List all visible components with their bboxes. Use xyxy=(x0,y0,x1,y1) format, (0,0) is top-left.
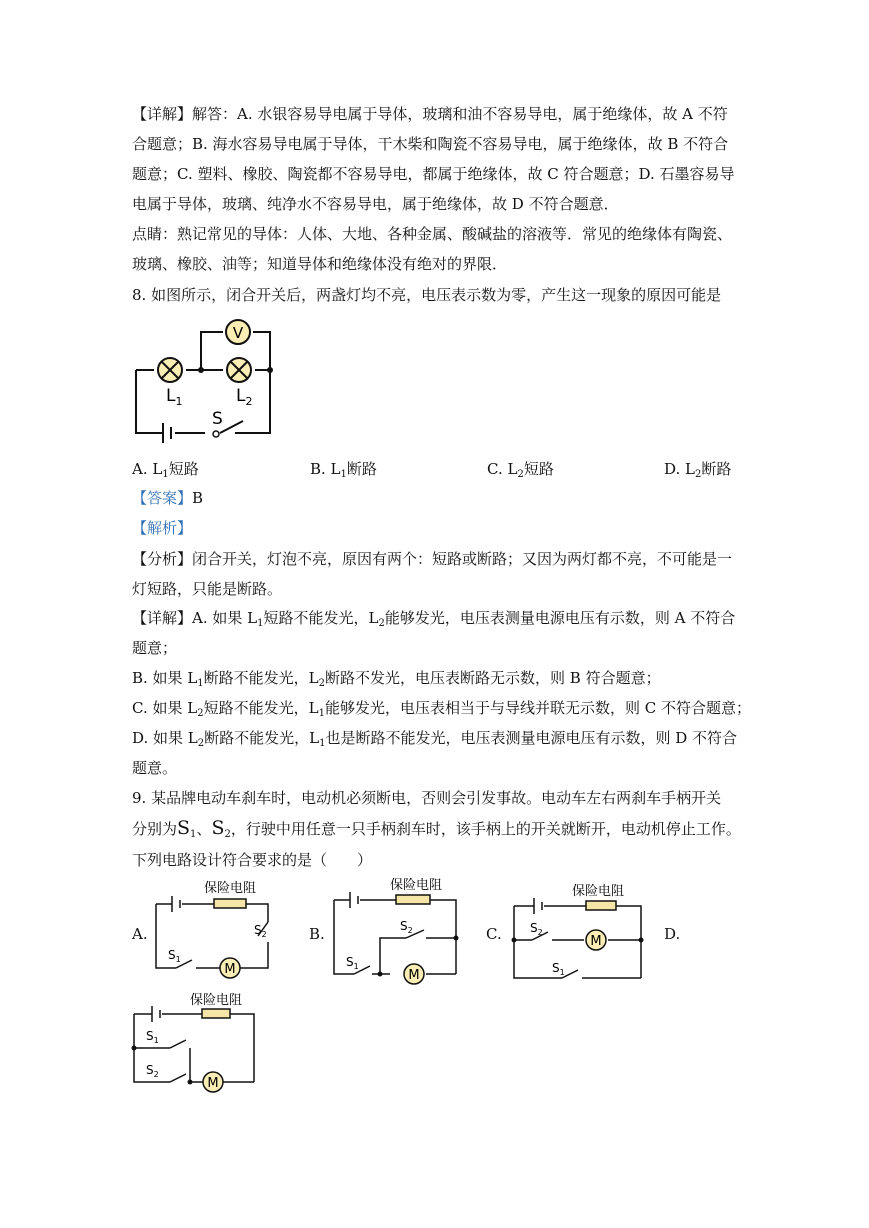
q9-d-s2-label: $S_2$ xyxy=(146,1063,159,1079)
q9-option-d-label[interactable]: D. xyxy=(664,925,681,943)
q8-detail-1-sub1: 1 xyxy=(257,618,264,629)
q8-junction-right xyxy=(267,367,273,373)
q8-option-a[interactable] xyxy=(132,458,199,480)
q8-option-c[interactable] xyxy=(487,458,554,480)
q9-option-a-label[interactable]: A. xyxy=(132,925,148,943)
q9-sep: 、 xyxy=(196,820,212,838)
q8-analysis-line-2: 灯短路，只能是断路。 xyxy=(132,580,283,598)
q9-line2-a: 分别为 xyxy=(132,820,178,838)
q9-a-resistor xyxy=(214,899,246,908)
q9-stem-line-1: 9. 某品牌电动车刹车时，电动机必须断电，否则会引发事故。电动车左右两刹车手柄开关 xyxy=(132,789,722,807)
q8-option-b[interactable] xyxy=(310,458,377,480)
q8-detail-5c: 也是断路不能发光，电压表测量电源电压有示数，则 D 不符合 xyxy=(325,729,738,747)
q9-option-c-label[interactable]: C. xyxy=(486,925,502,943)
q8-lamp-l2-icon xyxy=(227,358,251,382)
q8-detail-line-5 xyxy=(132,728,737,754)
q8-detail-line-1 xyxy=(132,608,735,634)
q8-detail-4-sub2: 1 xyxy=(318,708,325,719)
q7-detail-line-3: 题意；C. 塑料、橡胶、陶瓷都不容易导电，都属于绝缘体，故 C 符合题意；D. 石墨容易导 xyxy=(132,165,735,183)
q9-c-s2-label: $S_2$ xyxy=(530,921,543,937)
q9-a-motor-label: M xyxy=(224,962,236,977)
q9-circuit-d xyxy=(128,992,263,1097)
q8-detail-5-sub1: 2 xyxy=(197,738,205,749)
q8-option-c-sub: 2 xyxy=(517,469,524,480)
q8-detail-5-sub2: 1 xyxy=(319,738,326,749)
q8-detail-1-sub2: 2 xyxy=(378,618,385,629)
q8-analysis-tag: 【解析】 xyxy=(132,519,193,537)
q8-detail-3-sub1: 1 xyxy=(197,678,204,689)
q8-detail-3-sub2: 2 xyxy=(318,678,326,689)
q9-a-s1-label: $S_1$ xyxy=(168,948,181,964)
q9-a-resistor-label: 保险电阻 xyxy=(204,881,257,896)
q8-option-c-prefix: C. L xyxy=(487,460,518,478)
q9-d-resistor xyxy=(202,1009,230,1018)
q8-option-b-prefix: B. L xyxy=(310,460,341,478)
q9-a-s2-label: $S_2$ xyxy=(254,923,267,939)
q9-d-s1-label: $S_1$ xyxy=(146,1029,159,1045)
q8-option-a-sub: 1 xyxy=(162,469,169,480)
q8-option-b-sub: 1 xyxy=(340,469,347,480)
q9-c-junction-right xyxy=(639,938,644,943)
q8-option-d-prefix: D. L xyxy=(664,460,695,478)
q9-line2-b: ，行驶中用任意一只手柄刹车时，该手柄上的开关就断开，电动机停止工作。 xyxy=(230,820,741,838)
q9-d-junction-left xyxy=(132,1046,137,1051)
q8-option-a-text: 短路 xyxy=(168,460,199,478)
q8-circuit-diagram xyxy=(130,318,280,443)
q8-detail-4a: C. 如果 L xyxy=(132,699,198,717)
q8-detail-5a: D. 如果 L xyxy=(132,729,198,747)
q9-option-b-label[interactable]: B. xyxy=(309,925,325,943)
q7-detail-line-2: 合题意；B. 海水容易导电属于导体，干木柴和陶瓷不容易导电，属于绝缘体，故 B 不符合 xyxy=(132,135,729,153)
q9-d-resistor-label: 保险电阻 xyxy=(190,993,243,1008)
q8-detail-3a: B. 如果 L xyxy=(132,669,198,687)
q9-c-motor-label: M xyxy=(590,934,602,949)
q8-analysis-line-1: 【分析】闭合开关，灯泡不亮，原因有两个：短路或断路；又因为两灯都不亮，不可能是一 xyxy=(132,550,733,568)
q8-detail-3c: 断路不发光，电压表断路无示数，则 B 符合题意； xyxy=(325,669,661,687)
q8-answer xyxy=(132,488,203,508)
q9-stem-line-2 xyxy=(132,818,741,845)
q8-lamp-l2-label: $L_2$ xyxy=(236,386,253,408)
q8-detail-1b: 短路不能发光，L xyxy=(263,609,379,627)
q8-option-d-sub: 2 xyxy=(695,469,702,480)
q9-c-resistor-label: 保险电阻 xyxy=(572,884,625,899)
q9-s2: S xyxy=(211,817,225,839)
q8-option-c-text: 短路 xyxy=(523,460,554,478)
q9-d-junction-right xyxy=(188,1080,193,1085)
q8-detail-4b: 短路不能发光，L xyxy=(203,699,319,717)
q8-detail-line-3 xyxy=(132,668,661,694)
q9-b-junction-right xyxy=(454,936,459,941)
q9-b-junction-left xyxy=(378,972,383,977)
q8-lamp-l1-label: $L_1$ xyxy=(166,386,183,408)
q8-detail-line-4 xyxy=(132,698,751,724)
q8-detail-5b: 断路不能发光，L xyxy=(204,729,320,747)
q9-c-s1-label: $S_1$ xyxy=(552,961,565,977)
q9-circuit-c xyxy=(508,880,648,985)
q8-option-d-text: 断路 xyxy=(701,460,732,478)
q7-detail-line-1: 【详解】解答：A. 水银容易导电属于导体，玻璃和油不容易导电，属于绝缘体，故 A 不符 xyxy=(132,105,728,123)
q9-circuit-b xyxy=(328,878,463,988)
q8-detail-line-6: 题意。 xyxy=(132,759,178,777)
q9-b-motor-label: M xyxy=(408,968,420,983)
q9-s1: S xyxy=(177,817,191,839)
q9-s1-sub: 1 xyxy=(190,829,197,840)
q9-b-s2-label: $S_2$ xyxy=(400,919,413,935)
q7-tip-line-1: 点睛：熟记常见的导体：人体、大地、各种金属、酸碱盐的溶液等．常见的绝缘体有陶瓷、 xyxy=(132,225,733,243)
q8-detail-4c: 能够发光，电压表相当于与导线并联无示数，则 C 不符合题意； xyxy=(324,699,751,717)
q8-switch-label: S xyxy=(212,409,223,429)
q7-tip-line-2: 玻璃、橡胶、油等；知道导体和绝缘体没有绝对的界限． xyxy=(132,255,508,273)
q8-detail-line-2: 题意； xyxy=(132,639,178,657)
q8-lamp-l1-icon xyxy=(158,358,182,382)
q9-s2-sub: 2 xyxy=(224,829,231,840)
q9-b-s1-label: $S_1$ xyxy=(346,955,359,971)
q8-detail-1a: 【详解】A. 如果 L xyxy=(132,609,258,627)
q8-option-a-prefix: A. L xyxy=(132,460,163,478)
q9-d-motor-label: M xyxy=(207,1076,219,1091)
q9-b-resistor xyxy=(396,895,430,904)
q8-answer-value: B xyxy=(192,489,204,507)
q9-stem-line-3: 下列电路设计符合要求的是（ ） xyxy=(132,851,373,869)
q8-detail-3b: 断路不能发光，L xyxy=(203,669,319,687)
q9-b-resistor-label: 保险电阻 xyxy=(390,878,443,893)
q8-detail-4-sub1: 2 xyxy=(197,708,204,719)
q8-option-d[interactable] xyxy=(664,458,731,480)
q7-detail-line-4: 电属于导体，玻璃、纯净水不容易导电，属于绝缘体，故 D 不符合题意． xyxy=(132,195,619,213)
q8-detail-1c: 能够发光，电压表测量电源电压有示数，则 A 不符合 xyxy=(384,609,736,627)
q8-junction-left xyxy=(198,367,204,373)
q9-c-resistor xyxy=(586,901,616,910)
q9-circuit-a xyxy=(150,882,275,977)
q9-c-junction-left xyxy=(512,938,517,943)
q8-voltmeter-label: V xyxy=(232,324,244,342)
q8-option-b-text: 断路 xyxy=(346,460,377,478)
q8-switch-contact xyxy=(213,431,219,437)
q8-stem: 8. 如图所示，闭合开关后，两盏灯均不亮，电压表示数为零，产生这一现象的原因可能是 xyxy=(132,286,722,304)
q8-answer-tag: 【答案】 xyxy=(132,489,193,507)
